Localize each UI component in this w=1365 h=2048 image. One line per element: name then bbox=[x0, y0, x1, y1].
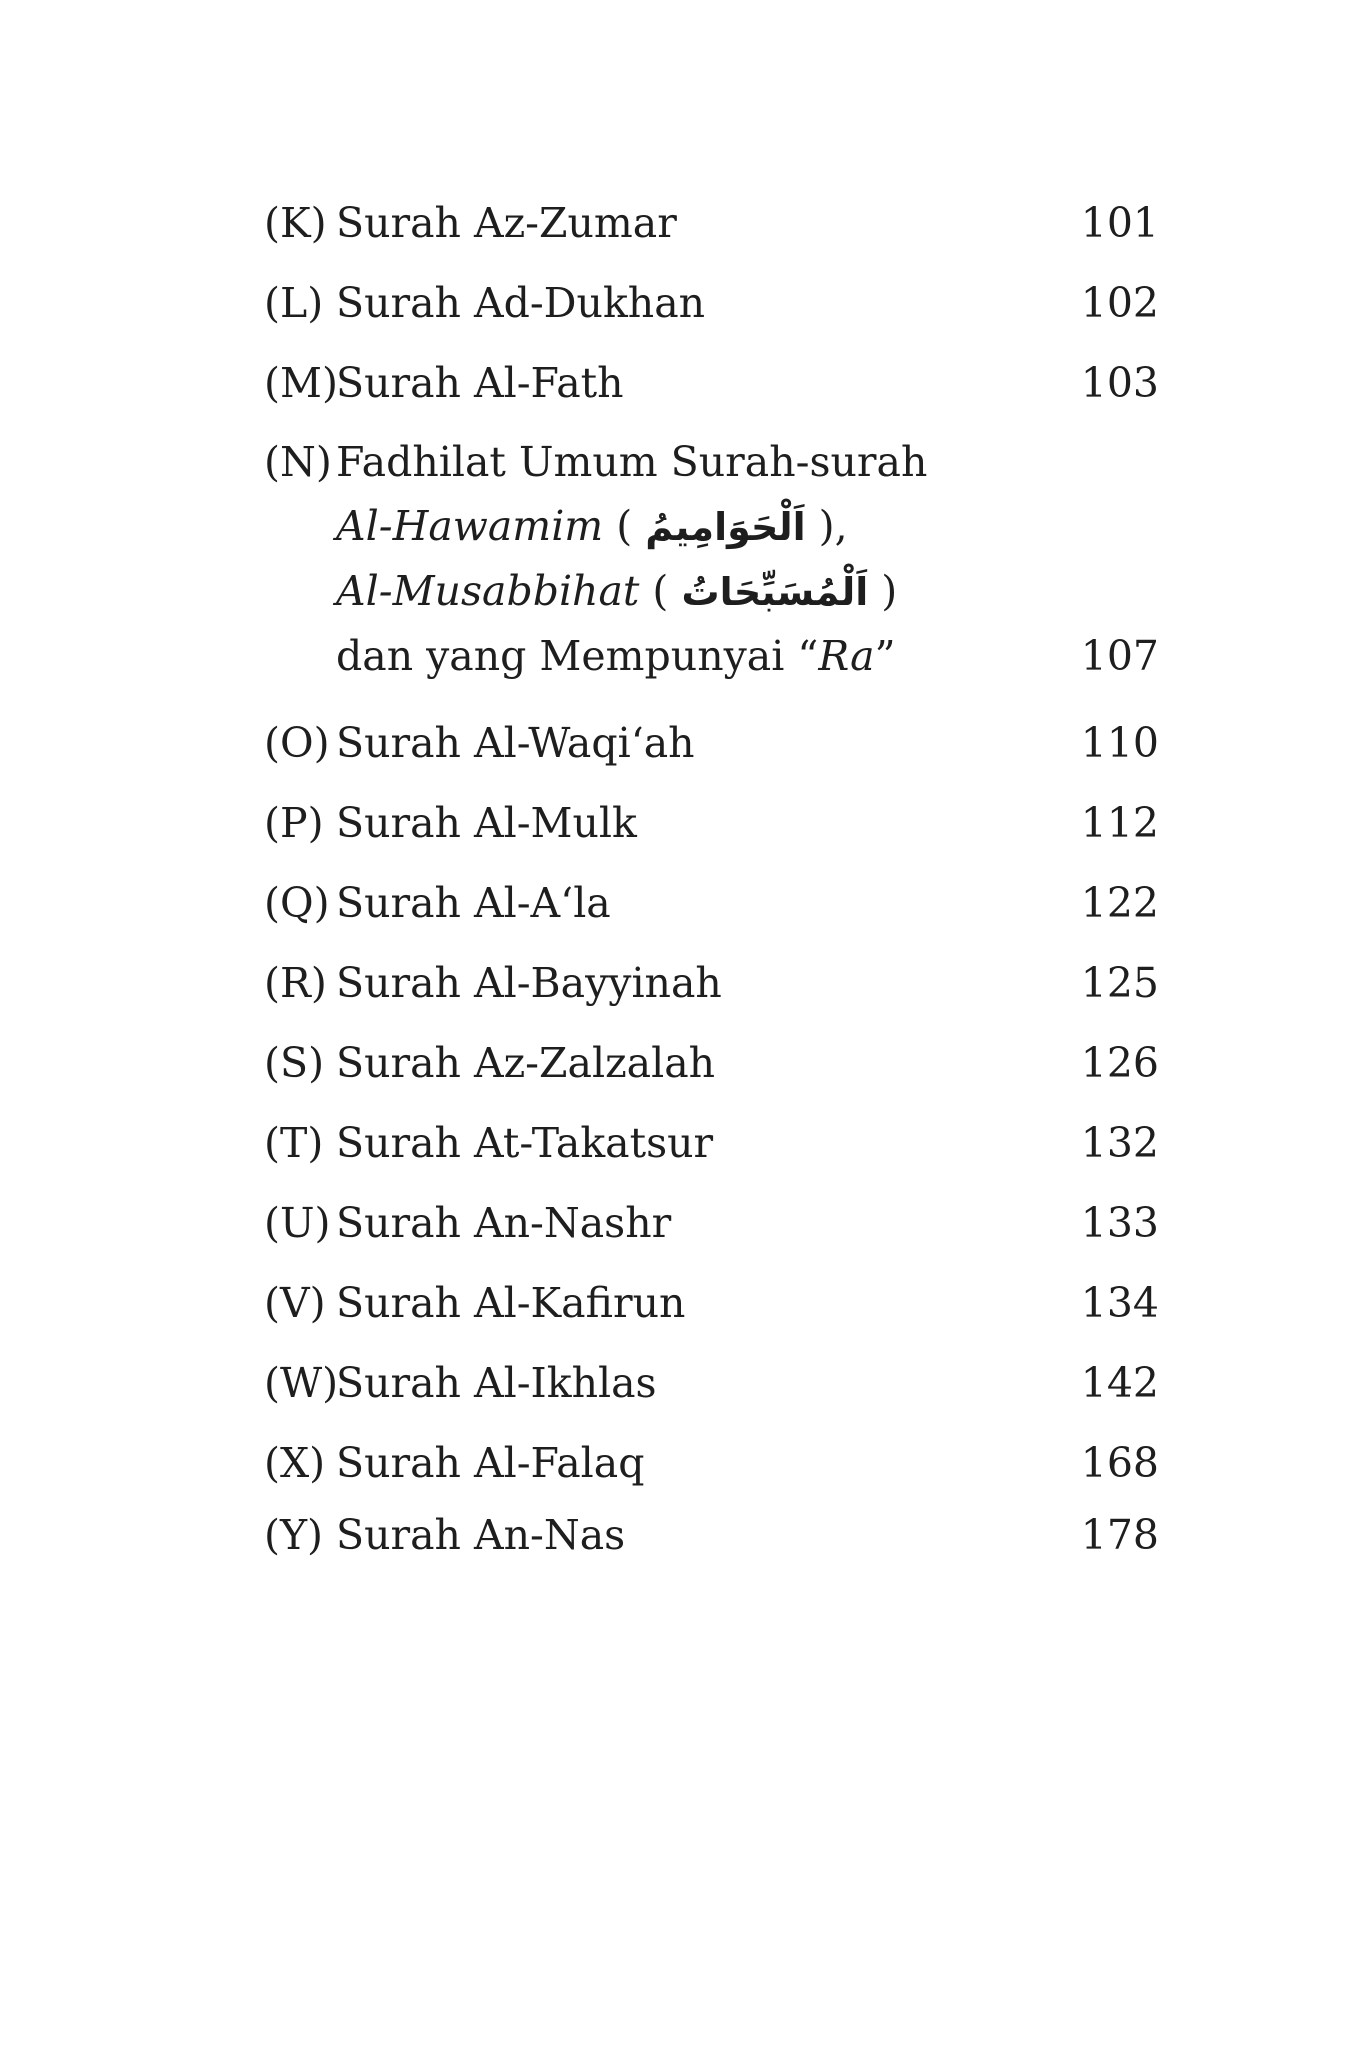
paren-close: ), bbox=[805, 502, 848, 550]
toc-entry-q bbox=[264, 878, 1159, 928]
entry-title: Surah Al-Kafirun bbox=[336, 1279, 686, 1327]
entry-label: (Y) bbox=[264, 1511, 324, 1559]
entry-page-number: 110 bbox=[1080, 719, 1159, 767]
paren-open: ( bbox=[639, 567, 682, 615]
entry-page-number: 101 bbox=[1080, 199, 1159, 247]
ra-close-quote: ” bbox=[874, 632, 896, 680]
hawamim-italic: Al-Hawamim bbox=[336, 502, 604, 550]
entry-page-number: 168 bbox=[1080, 1439, 1159, 1487]
entry-page-number: 112 bbox=[1080, 799, 1159, 847]
entry-page-number: 102 bbox=[1080, 279, 1159, 327]
entry-title: Surah An-Nas bbox=[336, 1511, 626, 1559]
entry-title: Surah Al-Bayyinah bbox=[336, 959, 722, 1007]
entry-label: (U) bbox=[264, 1199, 331, 1247]
entry-page-number: 107 bbox=[1080, 632, 1159, 680]
toc-entry-t bbox=[264, 1118, 1159, 1168]
entry-label: (W) bbox=[264, 1359, 339, 1407]
toc-entry-w bbox=[264, 1358, 1159, 1408]
entry-title: Surah At-Takatsur bbox=[336, 1119, 714, 1167]
entry-page-number: 178 bbox=[1080, 1511, 1159, 1559]
musabbihat-arabic: اَلْمُسَبِّحَاتُ bbox=[681, 570, 869, 614]
table-of-contents bbox=[264, 198, 1159, 1590]
entry-page-number: 134 bbox=[1080, 1279, 1159, 1327]
entry-title: Surah Al-Fath bbox=[336, 359, 624, 407]
entry-title-multiline bbox=[336, 430, 1159, 688]
entry-page-number: 125 bbox=[1080, 959, 1159, 1007]
entry-label: (R) bbox=[264, 959, 327, 1007]
entry-title: Surah An-Nashr bbox=[336, 1199, 672, 1247]
entry-title: Surah Al-Waqi‘ah bbox=[336, 719, 695, 767]
entry-title-line-2 bbox=[336, 494, 1159, 559]
hawamim-arabic: اَلْحَوَامِيمُ bbox=[645, 505, 806, 549]
entry-label: (K) bbox=[264, 199, 327, 247]
entry-title-line-1: Fadhilat Umum Surah-surah bbox=[336, 438, 928, 486]
entry-title: Surah Al-Mulk bbox=[336, 799, 637, 847]
entry-title-line-4 bbox=[336, 624, 1159, 688]
entry-label: (S) bbox=[264, 1039, 325, 1087]
entry-label: (X) bbox=[264, 1439, 326, 1487]
toc-entry-o bbox=[264, 718, 1159, 768]
entry-page-number: 132 bbox=[1080, 1119, 1159, 1167]
entry-title: Surah Al-A‘la bbox=[336, 879, 611, 927]
ra-italic: Ra bbox=[818, 632, 875, 680]
entry-label: (O) bbox=[264, 719, 330, 767]
toc-entry-m bbox=[264, 358, 1159, 408]
toc-entry-x bbox=[264, 1438, 1159, 1488]
entry-page-number: 103 bbox=[1080, 359, 1159, 407]
toc-entry-p bbox=[264, 798, 1159, 848]
toc-entry-s bbox=[264, 1038, 1159, 1088]
toc-entry-l bbox=[264, 278, 1159, 328]
entry-label: (P) bbox=[264, 799, 324, 847]
toc-entry-u bbox=[264, 1198, 1159, 1248]
entry-label: (M) bbox=[264, 359, 338, 407]
entry-page-number: 133 bbox=[1080, 1199, 1159, 1247]
entry-label: (N) bbox=[264, 438, 332, 486]
entry-page-number: 122 bbox=[1080, 879, 1159, 927]
entry-label: (T) bbox=[264, 1119, 324, 1167]
entry-title: Surah Az-Zalzalah bbox=[336, 1039, 716, 1087]
paren-close: ) bbox=[868, 567, 898, 615]
ra-prefix: dan yang Mempunyai “ bbox=[336, 632, 819, 680]
paren-open: ( bbox=[603, 502, 646, 550]
toc-entry-n bbox=[264, 430, 1159, 688]
entry-title: Surah Al-Falaq bbox=[336, 1439, 645, 1487]
entry-label: (L) bbox=[264, 279, 324, 327]
entry-title: Surah Ad-Dukhan bbox=[336, 279, 706, 327]
entry-title: Surah Az-Zumar bbox=[336, 199, 677, 247]
musabbihat-italic: Al-Musabbihat bbox=[336, 567, 640, 615]
entry-page-number: 142 bbox=[1080, 1359, 1159, 1407]
entry-page-number: 126 bbox=[1080, 1039, 1159, 1087]
entry-label: (Q) bbox=[264, 879, 330, 927]
toc-entry-v bbox=[264, 1278, 1159, 1328]
entry-label: (V) bbox=[264, 1279, 326, 1327]
toc-entry-y bbox=[264, 1510, 1159, 1560]
toc-entry-k bbox=[264, 198, 1159, 248]
entry-title-line-3 bbox=[336, 559, 1159, 624]
entry-title: Surah Al-Ikhlas bbox=[336, 1359, 657, 1407]
toc-entry-r bbox=[264, 958, 1159, 1008]
